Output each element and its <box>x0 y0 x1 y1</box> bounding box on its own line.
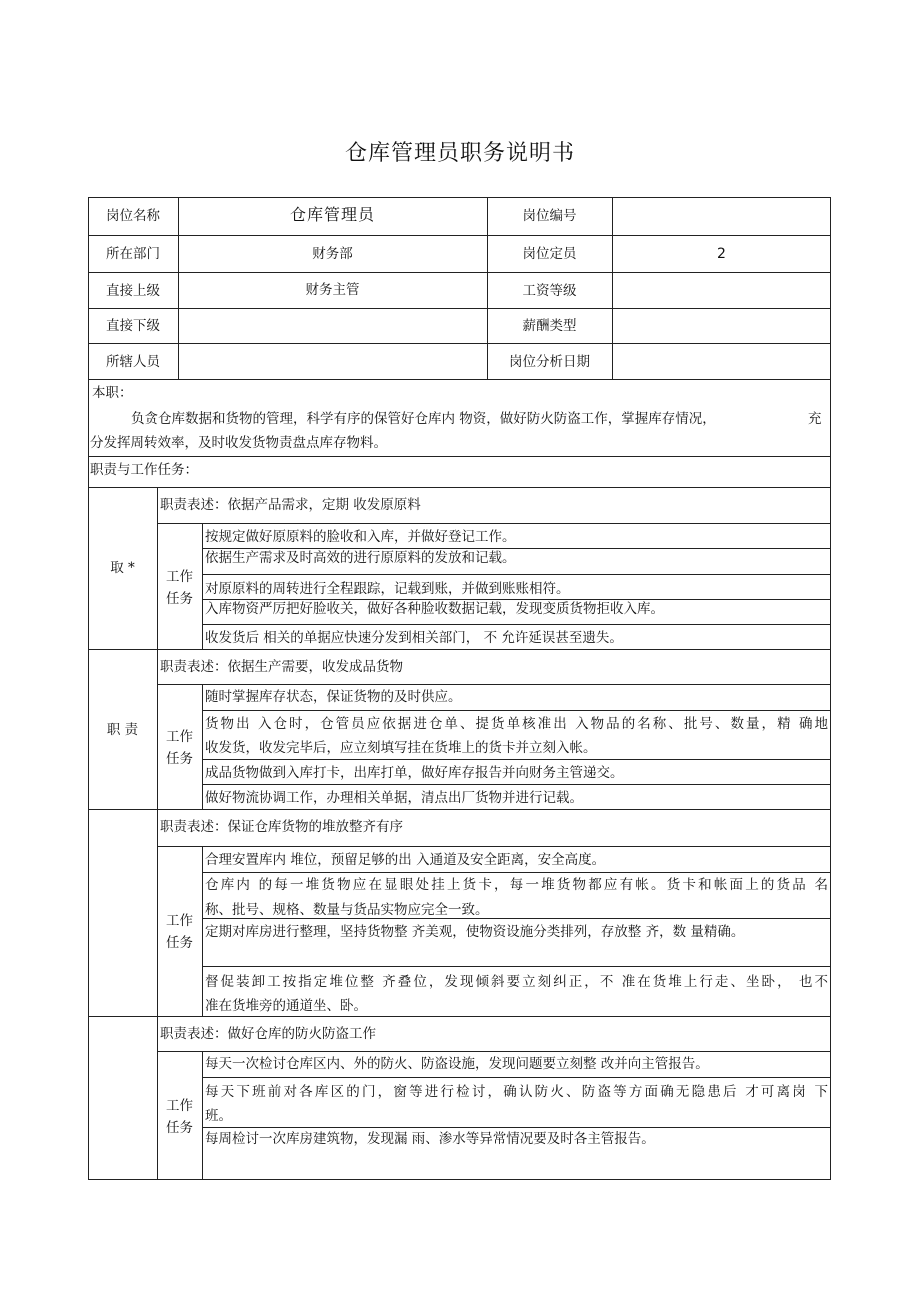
page-title: 仓库管理员职务说明书 <box>344 141 575 166</box>
task-item-cont: 收发货，收发完毕后，应立刻填写挂在货堆上的货卡并立刻入帐。 <box>205 740 597 756</box>
task-item: 依据生产需求及时高效的进行原原料的发放和记载。 <box>205 550 516 566</box>
section-2-side-label: 职 责 <box>106 722 139 738</box>
section-4-task-label-top: 工作 <box>166 1098 193 1114</box>
label-headcount: 岗位定员 <box>522 246 577 262</box>
task-item: 对原原料的周转进行全程跟踪，记载到账，并做到账账相符。 <box>205 581 570 597</box>
label-staff: 所辖人员 <box>106 354 160 370</box>
task-item: 合理安置库内 堆位，预留足够的出 入通道及安全距离，安全高度。 <box>205 852 606 868</box>
value-direct-superior: 财务主管 <box>305 282 360 298</box>
task-item-cont: 称、批号、规格、数量与货品实物应完全一致。 <box>205 902 489 918</box>
task-item: 货物出 入仓时，仓管员应依据进仓单、提货单核准出 入物品的名称、批号、数量，精 确地 <box>205 716 828 732</box>
section-1-task-label-top: 工作 <box>166 569 193 585</box>
task-item: 成品货物做到入库打卡，出库打单，做好库存报告并向财务主管递交。 <box>205 765 624 781</box>
section-4-task-label-bottom: 任务 <box>166 1120 193 1136</box>
task-item-cont: 准在货堆旁的通道坐、卧。 <box>205 998 367 1014</box>
section-2-task-label-top: 工作 <box>166 729 193 745</box>
task-item: 每天下班前对各库区的门，窗等进行检讨，确认防火、防盗等方面确无隐患后 才可离岗 下 <box>205 1084 828 1100</box>
section-3-task-label-top: 工作 <box>166 913 193 929</box>
task-item: 督促装卸工按指定堆位整 齐叠位，发现倾斜要立刻纠正，不 准在货堆上行走、坐卧， 也不 <box>205 974 828 990</box>
summary-line-1-end: 充 <box>808 411 822 427</box>
task-item: 做好物流协调工作，办理相关单据，清点出厂货物并进行记载。 <box>205 790 583 806</box>
section-2-task-label-bottom: 任务 <box>166 751 193 767</box>
task-item: 收发货后 相关的单据应快速分发到相关部门， 不 允许延误甚至遗失。 <box>205 630 623 646</box>
label-pay-grade: 工资等级 <box>522 283 577 299</box>
label-department: 所在部门 <box>106 246 160 262</box>
summary-line-1: 负贪仓库数据和货物的管理，科学有序的保管好仓库内 物资，做好防火防盗工作，掌握库存情况， <box>131 411 716 427</box>
task-item: 随时掌握库存状态，保证货物的及时供应。 <box>205 689 462 705</box>
task-item: 仓库内 的每一堆货物应在显眼处挂上货卡，每一堆货物都应有帐。货卡和帐面上的货品 名 <box>205 877 828 893</box>
summary-label: 本职： <box>92 385 133 401</box>
task-item: 定期对库房进行整理，坚持货物整 齐美观，使物资设施分类排列，存放整 齐，数 量精确。 <box>205 924 745 940</box>
section-4-description: 职责表述：做好仓库的防火防盗工作 <box>160 1026 376 1042</box>
value-headcount: 2 <box>717 246 726 262</box>
duties-label: 职责与工作任务： <box>90 462 198 478</box>
task-item: 按规定做好原原料的脸收和入库，并做好登记工作。 <box>205 529 516 545</box>
section-1-side-label: 取 * <box>110 560 135 576</box>
section-3-task-label-bottom: 任务 <box>166 935 193 951</box>
task-item: 每周检讨一次库房建筑物，发现漏 雨、渗水等异常情况要及时各主管报告。 <box>205 1131 655 1147</box>
label-salary-type: 薪酬类型 <box>522 318 577 334</box>
label-position-code: 岗位编号 <box>522 208 577 224</box>
task-item: 入库物资严厉把好脸收关，做好各种脸收数据记载，发现变质货物拒收入库。 <box>205 601 664 617</box>
label-direct-subordinate: 直接下级 <box>106 318 160 334</box>
label-position-name: 岗位名称 <box>106 208 160 224</box>
value-position-name: 仓库管理员 <box>289 205 375 224</box>
task-item-cont: 班。 <box>205 1108 232 1124</box>
label-direct-superior: 直接上级 <box>106 283 160 299</box>
section-1-task-label-bottom: 任务 <box>166 591 193 607</box>
section-3-description: 职责表述：保证仓库货物的堆放整齐有序 <box>160 819 403 835</box>
label-analysis-date: 岗位分析日期 <box>509 354 590 370</box>
section-1-description: 职责表述：依据产品需求，定期 收发原原料 <box>160 497 421 513</box>
task-item: 每天一次检讨仓库区内、外的防火、防盗设施，发现问题要立刻整 改并向主管报告。 <box>205 1056 709 1072</box>
section-2-description: 职责表述：依据生产需要，收发成品货物 <box>160 659 403 675</box>
value-department: 财务部 <box>312 246 353 262</box>
summary-line-2: 分发挥周转效率，及时收发货物责盘点库存物料。 <box>90 435 387 451</box>
